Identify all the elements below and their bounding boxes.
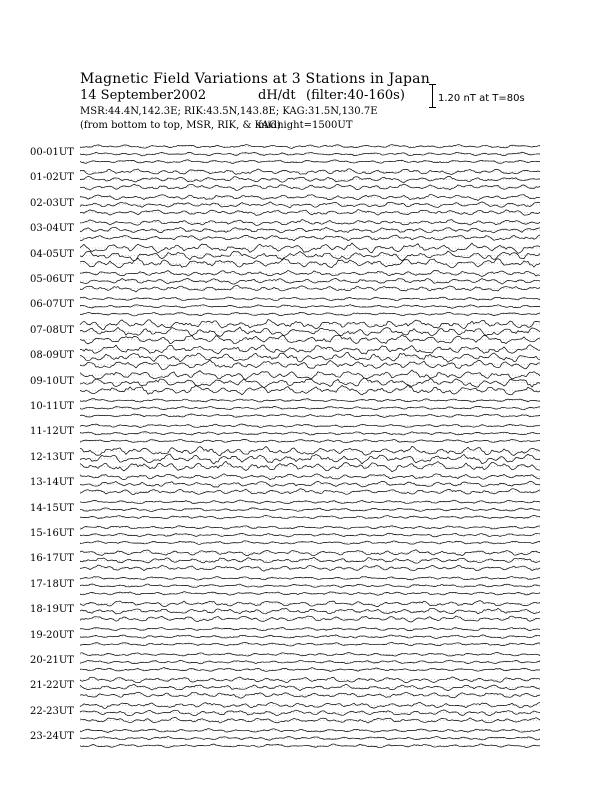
row-label: 07-08UT [30, 324, 74, 336]
station-trace-msr [80, 160, 540, 164]
station-trace-msr [80, 312, 540, 316]
row-traces [80, 145, 540, 164]
row-label: 09-10UT [30, 375, 74, 387]
station-trace-kag [80, 320, 540, 330]
row-label: 12-13UT [30, 451, 74, 463]
row-label: 04-05UT [30, 248, 74, 260]
row-traces [80, 702, 540, 723]
station-trace-msr [80, 692, 540, 698]
row-traces [80, 194, 540, 215]
row-traces [80, 220, 540, 241]
stations-label: MSR:44.4N,142.3E; RIK:43.5N,143.8E; KAG:31.5N,130.7E [80, 106, 378, 117]
row-label: 19-20UT [30, 629, 74, 641]
row-traces [80, 550, 540, 572]
row-traces [80, 424, 540, 443]
row-label: 05-06UT [30, 274, 74, 285]
row-label: 06-07UT [30, 299, 74, 311]
station-trace-rik [80, 251, 540, 261]
date-label: 14 September2002 [80, 88, 207, 103]
station-trace-kag [80, 243, 540, 253]
midnight-note: midnight=1500UT [258, 120, 353, 131]
row-label: 18-19UT [30, 604, 74, 616]
station-trace-rik [80, 152, 540, 156]
station-trace-kag [80, 653, 540, 656]
row-traces [80, 601, 540, 622]
station-trace-rik [80, 406, 540, 409]
row-label: 23-24UT [30, 731, 74, 743]
station-trace-msr [80, 335, 540, 344]
row-label: 20-21UT [30, 655, 74, 666]
row-traces [80, 653, 540, 672]
row-label: 15-16UT [30, 528, 74, 539]
row-label: 16-17UT [30, 553, 74, 565]
row-label: 08-09UT [30, 350, 74, 362]
row-traces [80, 320, 540, 344]
row-label: 17-18UT [30, 578, 74, 590]
station-trace-kag [80, 169, 540, 174]
station-trace-kag [80, 345, 540, 354]
station-trace-rik [80, 352, 540, 362]
row-label: 11-12UT [30, 426, 74, 438]
station-trace-kag [80, 194, 540, 200]
station-trace-msr [80, 541, 540, 545]
station-trace-msr [80, 642, 540, 646]
station-trace-kag [80, 399, 540, 402]
chart-title: Magnetic Field Variations at 3 Stations in Japan [80, 71, 430, 87]
station-trace-msr [80, 515, 540, 519]
scale-label: 1.20 nT at T=80s [438, 93, 525, 104]
station-trace-msr [80, 286, 540, 292]
row-label: 14-15UT [30, 502, 74, 514]
station-trace-rik [80, 227, 540, 232]
row-label: 00-01UT [30, 147, 74, 158]
station-trace-msr [80, 258, 540, 268]
row-label: 21-22UT [30, 680, 74, 692]
station-trace-msr [80, 414, 540, 417]
row-traces [80, 399, 540, 418]
row-label: 10-11UT [30, 401, 74, 412]
row-traces [80, 677, 540, 698]
row-traces [80, 526, 540, 545]
station-trace-kag [80, 370, 540, 379]
row-traces [80, 169, 540, 191]
row-traces [80, 270, 540, 292]
row-traces [80, 729, 540, 748]
station-trace-rik [80, 278, 540, 284]
row-label: 01-02UT [30, 172, 74, 184]
row-traces [80, 370, 540, 395]
row-traces [80, 297, 540, 316]
row-label: 22-23UT [30, 705, 74, 717]
row-traces [80, 474, 540, 495]
row-traces [80, 345, 540, 370]
station-trace-msr [80, 385, 540, 395]
station-trace-kag [80, 526, 540, 529]
station-trace-msr [80, 592, 540, 596]
station-trace-msr [80, 184, 540, 190]
station-trace-rik [80, 454, 540, 464]
quantity-label: dH/dt [258, 88, 296, 103]
row-label: 03-04UT [30, 223, 74, 235]
row-traces [80, 627, 540, 646]
station-trace-rik [80, 176, 540, 182]
filter-label: (filter:40-160s) [306, 88, 405, 103]
row-traces [80, 243, 540, 268]
station-trace-rik [80, 608, 540, 614]
station-trace-kag [80, 145, 540, 149]
station-trace-msr [80, 489, 540, 495]
order-note: (from bottom to top, MSR, RIK, & KAG) [80, 120, 281, 131]
row-label: 13-14UT [30, 477, 74, 489]
row-traces [80, 576, 540, 595]
row-traces [80, 446, 540, 471]
station-trace-rik [80, 584, 540, 587]
row-traces [80, 500, 540, 519]
station-trace-rik [80, 557, 540, 563]
row-label: 02-03UT [30, 197, 74, 209]
station-trace-kag [80, 446, 540, 455]
station-trace-rik [80, 660, 540, 664]
station-trace-rik [80, 378, 540, 388]
station-trace-rik [80, 305, 540, 309]
